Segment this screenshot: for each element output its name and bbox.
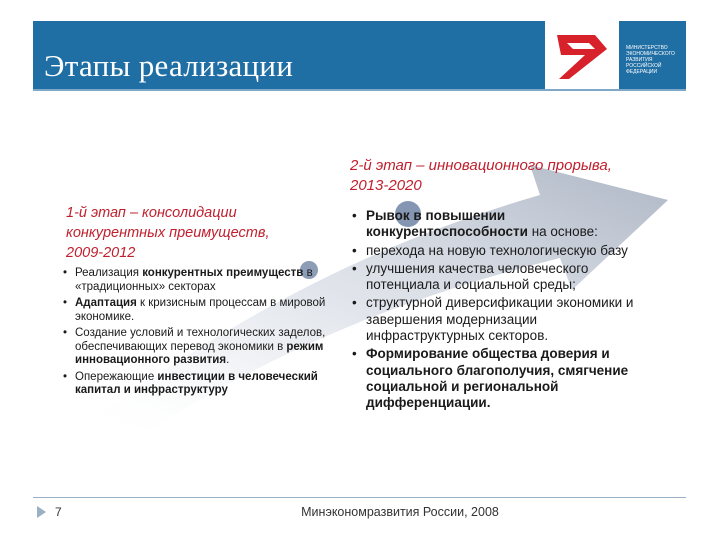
stage2-list-item	[352, 208, 652, 241]
stage2-list-item	[352, 261, 652, 294]
stage2-list-item	[352, 346, 652, 411]
list-item-text: Рывок в повышении конкурентоспособности	[366, 208, 528, 240]
bullet-icon: •	[63, 370, 68, 383]
bullet-icon: •	[63, 267, 68, 279]
bullet-icon: •	[352, 295, 357, 311]
stage2-list	[352, 208, 652, 414]
list-item-text: Формирование общества доверия и социального благополучия, смягчение социальной и региональной дифференциации.	[366, 346, 629, 411]
slide-title: Этапы реализации	[44, 48, 294, 83]
bullet-icon: •	[352, 346, 357, 362]
list-item-text: структурной диверсификации экономики и завершения модернизации инфраструктурных секторов.	[366, 295, 634, 344]
list-item-text: Создание условий и технологических заделов, обеспечивающих перевод экономики в	[75, 327, 326, 353]
list-item-text: на основе:	[527, 224, 598, 240]
list-item-text: .	[226, 354, 230, 366]
logo-caption-line: ЭКОНОМИЧЕСКОГО	[626, 51, 675, 57]
list-item-text: инвестиции в человеческий капитал и инфраструктуру	[75, 370, 318, 396]
logo-caption-line: РАЗВИТИЯ	[626, 57, 653, 63]
stage1-list-item	[63, 371, 328, 398]
list-item-text: режим инновационного развития	[75, 340, 324, 366]
stage1-list-item	[63, 267, 328, 294]
bullet-icon: •	[352, 260, 357, 276]
list-item-text: к кризисным процессам в мировой экономике.	[75, 297, 326, 323]
bullet-icon: •	[63, 327, 68, 339]
list-item-text: Опережающие	[75, 370, 158, 383]
stage1-list	[63, 267, 328, 401]
stage2-title: 2-й этап – инновационного прорыва, 2013-2020	[350, 157, 612, 194]
list-item-text: перехода на новую технологическую базу	[366, 242, 628, 258]
list-item-text: в «традиционных» секторах	[75, 267, 313, 293]
list-item-text: улучшения качества человеческого потенциала и социальной среды;	[366, 260, 589, 293]
list-item-text: Адаптация	[75, 297, 137, 309]
stage1-list-item	[63, 297, 328, 324]
page-number: 7	[55, 505, 62, 519]
stage2-list-item	[352, 243, 652, 259]
bullet-icon: •	[352, 208, 357, 223]
bullet-icon: •	[352, 242, 357, 258]
logo-caption-line: РОССИЙСКОЙ	[626, 63, 662, 69]
logo-caption-line: ФЕДЕРАЦИИ	[626, 69, 658, 75]
stage1-list-item	[63, 327, 328, 368]
list-item-text: Реализация	[75, 267, 143, 279]
bullet-icon: •	[63, 297, 68, 309]
list-item-text: конкурентных преимуществ	[142, 267, 304, 279]
footer-divider	[33, 497, 686, 498]
footer-source: Минэкономразвития России, 2008	[301, 505, 499, 519]
stage2-list-item	[352, 295, 652, 344]
stage1-title: 1-й этап – консолидации конкурентных преимуществ, 2009-2012	[66, 205, 270, 261]
logo-caption-line: МИНИСТЕРСТВО	[626, 45, 668, 51]
